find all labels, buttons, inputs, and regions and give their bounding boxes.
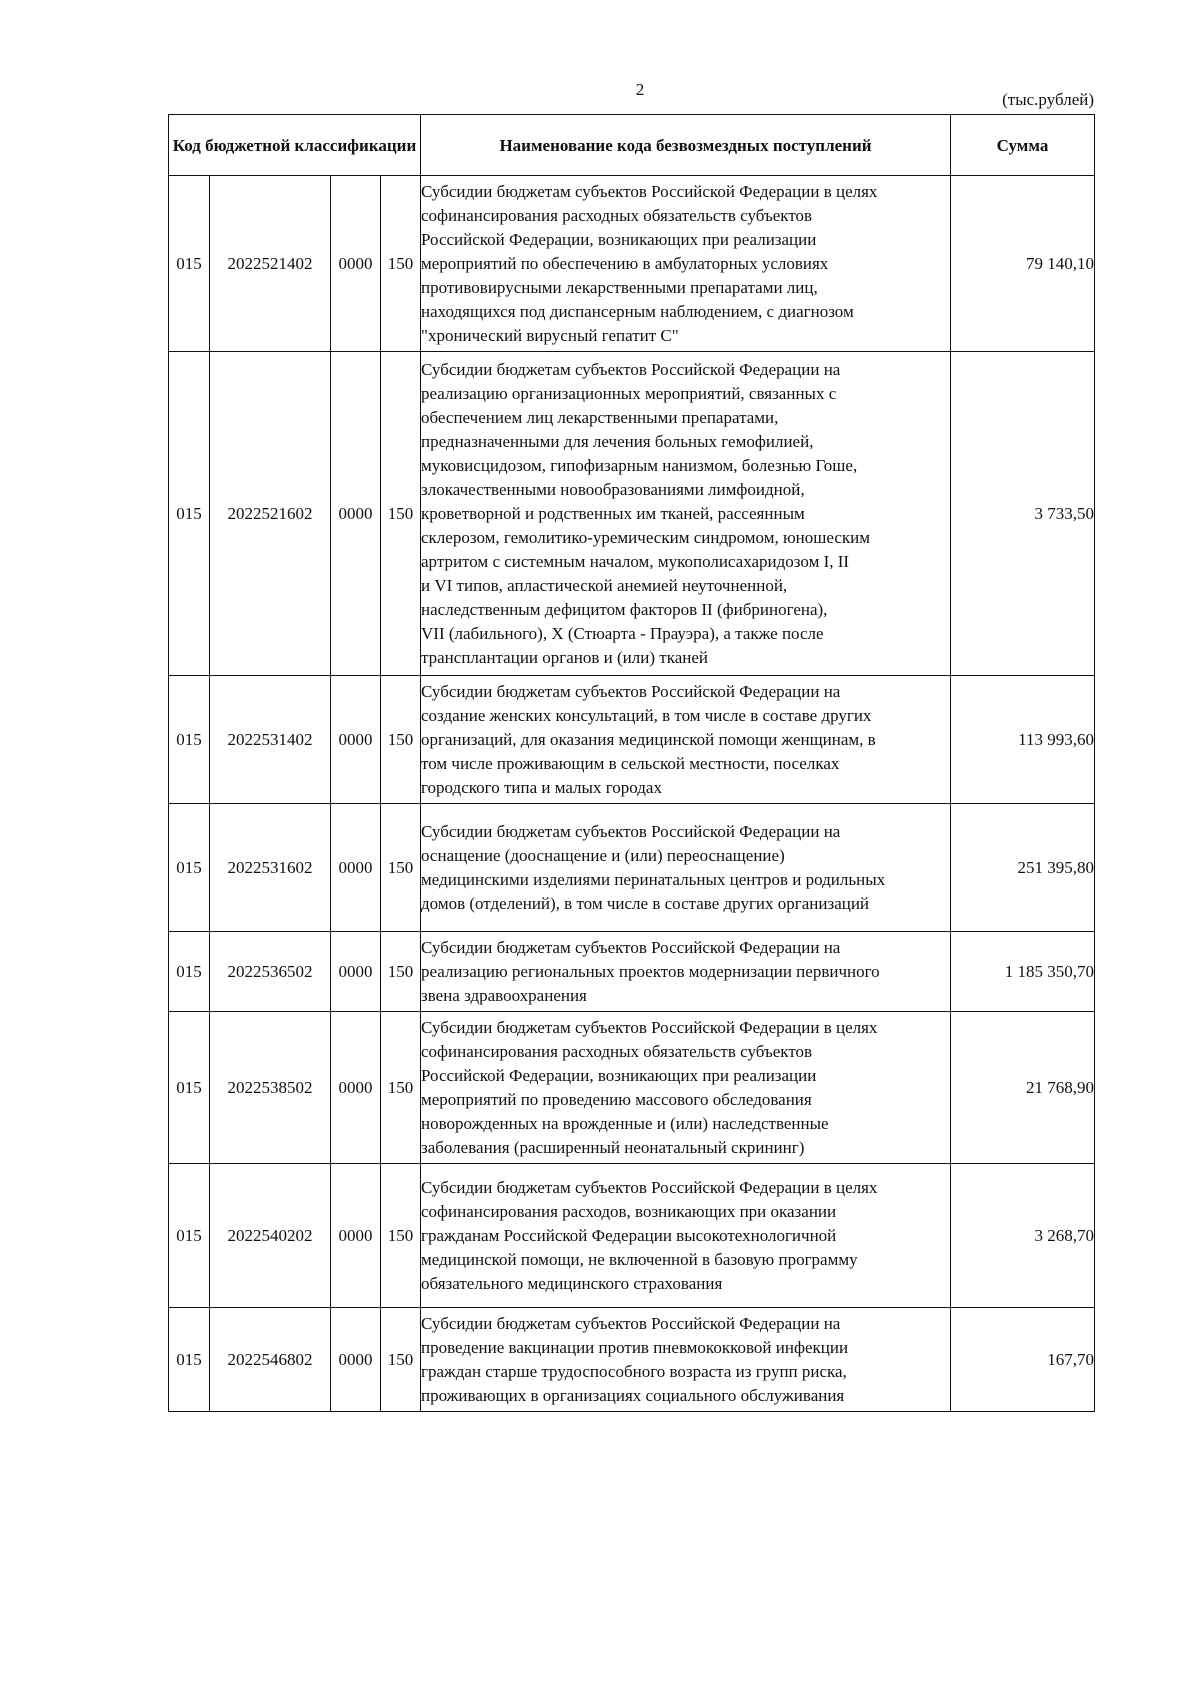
econ-code: 150: [381, 1308, 421, 1412]
econ-code: 150: [381, 352, 421, 676]
econ-code: 150: [381, 676, 421, 804]
amount: 79 140,10: [951, 176, 1095, 352]
admin-code: 015: [169, 352, 210, 676]
budget-table: [168, 114, 1095, 1412]
header-sum: Сумма: [951, 115, 1095, 176]
table-row: [169, 676, 1095, 804]
amount: 3 733,50: [951, 352, 1095, 676]
revenue-name: Субсидии бюджетам субъектов Российской Федерации на проведение вакцинации против пневмококковой инфекции граждан старше трудоспособного возраста из групп риска, проживающих в организациях социального обслуживания: [421, 1308, 951, 1412]
revenue-name: Субсидии бюджетам субъектов Российской Федерации в целях софинансирования расходных обязательств субъектов Российской Федерации, возникающих при реализации мероприятий по обеспечению в амбулаторных условиях противовирусными лекарственными препаратами лиц, находящихся под диспансерным наблюдением, с диагнозом "хронический вирусный гепатит С": [421, 176, 951, 352]
program-code: 0000: [331, 176, 381, 352]
table-header-row: [169, 115, 1095, 176]
kbk-code: 2022531602: [210, 804, 331, 932]
kbk-code: 2022538502: [210, 1012, 331, 1164]
revenue-name: Субсидии бюджетам субъектов Российской Федерации на реализацию региональных проектов модернизации первичного звена здравоохранения: [421, 932, 951, 1012]
table-row: [169, 804, 1095, 932]
program-code: 0000: [331, 1308, 381, 1412]
kbk-code: 2022536502: [210, 932, 331, 1012]
amount: 21 768,90: [951, 1012, 1095, 1164]
admin-code: 015: [169, 804, 210, 932]
econ-code: 150: [381, 1164, 421, 1308]
revenue-name: Субсидии бюджетам субъектов Российской Федерации в целях софинансирования расходных обязательств субъектов Российской Федерации, возникающих при реализации мероприятий по проведению массового обследования новорожденных на врожденные и (или) наследственные заболевания (расширенный неонатальный скрининг): [421, 1012, 951, 1164]
page-number: 2: [635, 80, 645, 99]
revenue-name: Субсидии бюджетам субъектов Российской Федерации на создание женских консультаций, в том числе в составе других организаций, для оказания медицинской помощи женщинам, в том числе проживающим в сельской местности, поселках городского типа и малых городах: [421, 676, 951, 804]
kbk-code: 2022546802: [210, 1308, 331, 1412]
program-code: 0000: [331, 1164, 381, 1308]
revenue-name: Субсидии бюджетам субъектов Российской Федерации в целях софинансирования расходов, возникающих при оказании гражданам Российской Федерации высокотехнологичной медицинской помощи, не включенной в базовую программу обязательного медицинского страхования: [421, 1164, 951, 1308]
header-name: Наименование кода безвозмездных поступлений: [421, 115, 951, 176]
revenue-name: Субсидии бюджетам субъектов Российской Федерации на оснащение (дооснащение и (или) переоснащение) медицинскими изделиями перинатальных центров и родильных домов (отделений), в том числе в составе других организаций: [421, 804, 951, 932]
admin-code: 015: [169, 932, 210, 1012]
admin-code: 015: [169, 676, 210, 804]
table-row: [169, 1012, 1095, 1164]
revenue-name: Субсидии бюджетам субъектов Российской Федерации на реализацию организационных мероприятий, связанных с обеспечением лиц лекарственными препаратами, предназначенными для лечения больных гемофилией, муковисцидозом, гипофизарным нанизмом, болезнью Гоше, злокачественными новообразованиями лимфоидной, кроветворной и родственных им тканей, рассеянным склерозом, гемолитико-уремическим синдромом, юношеским артритом с системным началом, мукополисахаридозом I, II и VI типов, апластической анемией неуточненной, наследственным дефицитом факторов II (фибриногена), VII (лабильного), X (Стюарта - Прауэра), а также после трансплантации органов и (или) тканей: [421, 352, 951, 676]
admin-code: 015: [169, 1012, 210, 1164]
amount: 3 268,70: [951, 1164, 1095, 1308]
program-code: 0000: [331, 676, 381, 804]
table-row: [169, 1308, 1095, 1412]
econ-code: 150: [381, 176, 421, 352]
kbk-code: 2022521602: [210, 352, 331, 676]
program-code: 0000: [331, 932, 381, 1012]
kbk-code: 2022521402: [210, 176, 331, 352]
admin-code: 015: [169, 176, 210, 352]
kbk-code: 2022531402: [210, 676, 331, 804]
admin-code: 015: [169, 1164, 210, 1308]
program-code: 0000: [331, 1012, 381, 1164]
econ-code: 150: [381, 804, 421, 932]
table-row: [169, 1164, 1095, 1308]
amount: 1 185 350,70: [951, 932, 1095, 1012]
table-body: [169, 176, 1095, 1412]
program-code: 0000: [331, 804, 381, 932]
kbk-code: 2022540202: [210, 1164, 331, 1308]
table-row: [169, 932, 1095, 1012]
table-row: [169, 352, 1095, 676]
units-label: (тыс.рублей): [1002, 90, 1094, 109]
econ-code: 150: [381, 1012, 421, 1164]
table-row: [169, 176, 1095, 352]
amount: 167,70: [951, 1308, 1095, 1412]
amount: 251 395,80: [951, 804, 1095, 932]
amount: 113 993,60: [951, 676, 1095, 804]
econ-code: 150: [381, 932, 421, 1012]
program-code: 0000: [331, 352, 381, 676]
admin-code: 015: [169, 1308, 210, 1412]
header-code: Код бюджетной классификации: [169, 115, 421, 176]
